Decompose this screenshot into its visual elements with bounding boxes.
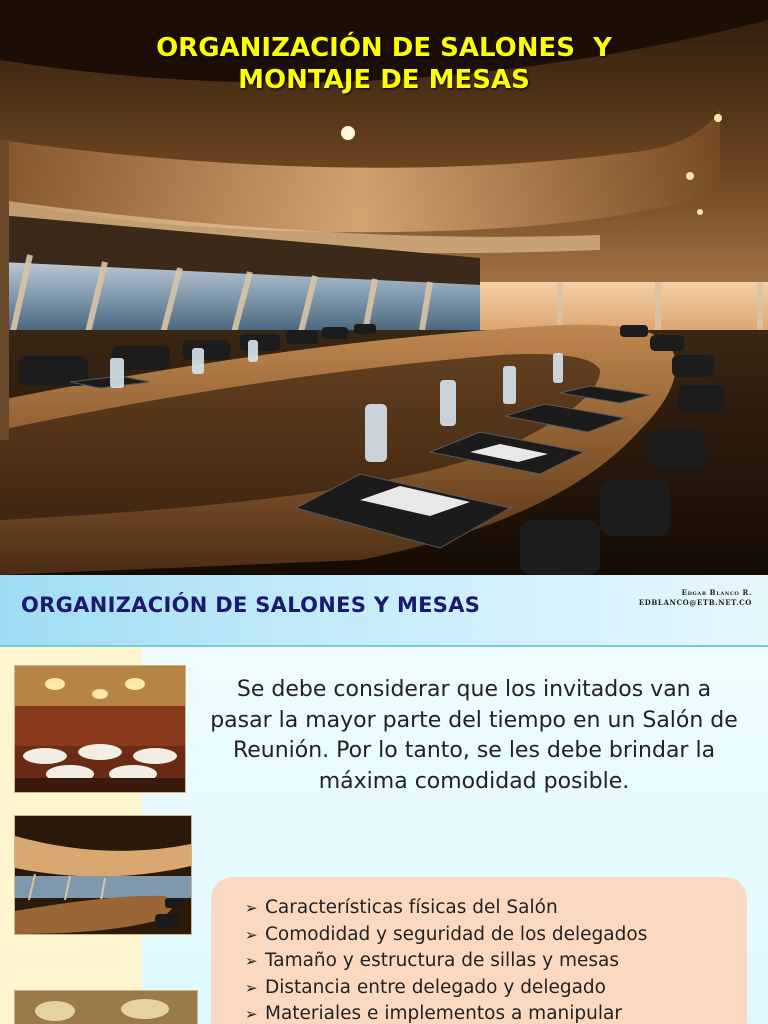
author-credit [639, 588, 752, 608]
arrow-bullet-icon: ➢ [245, 1005, 258, 1023]
ornate-hall-photo [14, 990, 198, 1024]
bullet-text: Comodidad y seguridad de los delegados [265, 923, 648, 945]
slide-heading: ORGANIZACIÓN DE SALONES Y MESAS [21, 593, 481, 617]
list-item [245, 922, 647, 949]
list-item [245, 1001, 647, 1024]
bullet-list [245, 895, 647, 1024]
arrow-bullet-icon: ➢ [245, 899, 258, 917]
slide-title-line-1: ORGANIZACIÓN DE SALONES Y [156, 33, 612, 63]
arrow-bullet-icon: ➢ [245, 952, 258, 970]
arrow-bullet-icon: ➢ [245, 925, 258, 944]
slide-title-line-2: MONTAJE DE MESAS [238, 65, 530, 95]
author-name: Edgar Blanco R. [681, 588, 752, 597]
content-slide [0, 575, 768, 1024]
list-item [245, 948, 647, 975]
conference-room-thumbnail [14, 815, 192, 935]
intro-paragraph: Se debe considerar que los invitados van a pasar la mayor parte del tiempo en un Salón de Reunión. Por lo tanto, se les debe brindar la máxima comodidad posible. [210, 677, 738, 794]
list-item [245, 895, 647, 922]
arrow-bullet-icon: ➢ [245, 978, 258, 997]
bullet-text: Tamaño y estructura de sillas y mesas [265, 950, 620, 971]
slide-header [0, 575, 768, 647]
list-item [245, 975, 647, 1002]
bullet-text: Distancia entre delegado y delegado [265, 976, 606, 998]
image-sidebar [0, 647, 142, 1024]
bullet-text: Características físicas del Salón [265, 897, 558, 918]
slide-title [0, 32, 768, 96]
ballroom-photo [14, 665, 186, 793]
bullet-text: Materiales e implementos a manipular [265, 1003, 622, 1024]
author-email: EDBLANCO@ETB.NET.CO [638, 598, 752, 607]
